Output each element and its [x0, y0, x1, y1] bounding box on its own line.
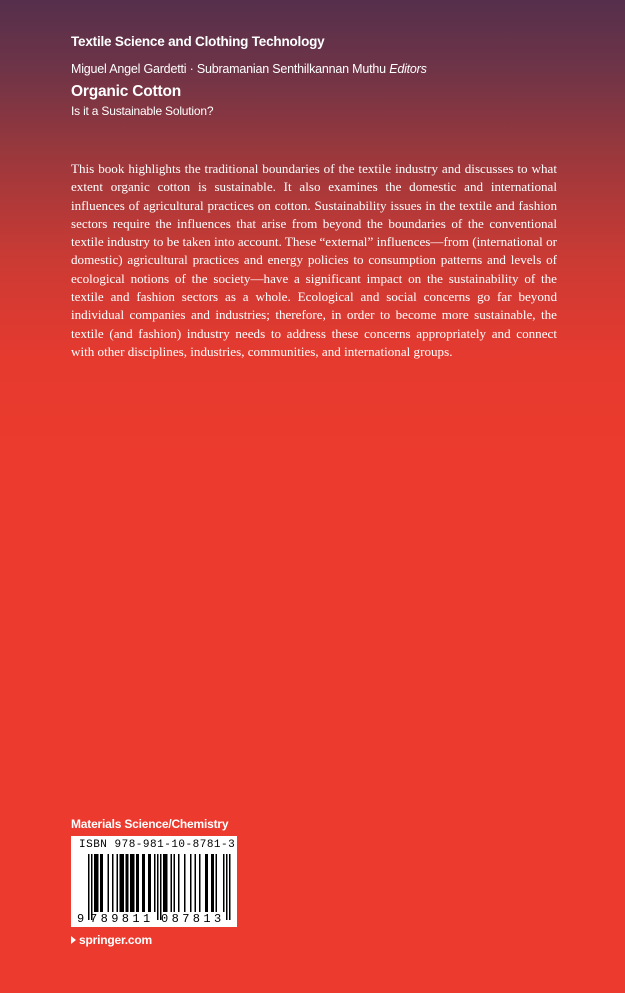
barcode-bar: [216, 854, 218, 912]
barcode-bar: [142, 854, 144, 912]
barcode-bar: [150, 854, 152, 912]
barcode-bar: [205, 854, 207, 912]
arrow-right-icon: [71, 936, 76, 944]
barcode-bar: [138, 854, 140, 912]
barcode-bar: [94, 854, 96, 912]
barcode-bar: [148, 854, 150, 912]
barcode-bar: [88, 854, 90, 920]
barcode-bar: [223, 854, 225, 912]
barcode-bar: [132, 854, 134, 912]
book-title: Organic Cotton: [71, 83, 181, 100]
ean-left-group: 789811: [90, 912, 154, 926]
barcode-bar: [127, 854, 129, 912]
barcode-bar: [211, 854, 213, 912]
barcode-bar: [133, 854, 135, 912]
barcode-bar: [96, 854, 98, 912]
editor-names: Miguel Angel Gardetti · Subramanian Senthilkannan Muthu: [71, 62, 386, 76]
barcode-bar: [91, 854, 93, 920]
barcode-bar: [97, 854, 99, 912]
subject-category: Materials Science/Chemistry: [71, 817, 229, 831]
barcode-bar: [126, 854, 128, 912]
barcode-bar: [163, 854, 165, 912]
barcode-bar: [213, 854, 215, 912]
publisher-website[interactable]: [71, 933, 152, 947]
barcode-bar: [154, 854, 156, 912]
ean-right-group: 087813: [161, 912, 225, 926]
book-subtitle: Is it a Sustainable Solution?: [71, 104, 214, 118]
barcode-bar: [178, 854, 180, 912]
barcode-bar: [157, 854, 159, 920]
barcode-bar: [184, 854, 186, 912]
barcode-bar: [190, 854, 192, 912]
barcode-bar: [171, 854, 173, 912]
barcode-bar: [112, 854, 114, 912]
barcode-bar: [160, 854, 162, 920]
barcode-bar: [117, 854, 119, 912]
barcode-bar: [195, 854, 197, 912]
barcode-bar: [123, 854, 125, 912]
editors-line: [71, 62, 427, 76]
website-text: springer.com: [79, 933, 152, 947]
barcode-bar: [102, 854, 104, 912]
editors-role: Editors: [389, 62, 427, 76]
barcode-bar: [174, 854, 176, 912]
barcode-bar: [207, 854, 209, 912]
barcode-bar: [120, 854, 122, 912]
barcode-bar: [226, 854, 228, 920]
barcode-bar: [108, 854, 110, 912]
barcode-bar: [100, 854, 102, 912]
barcode-bar: [165, 854, 167, 912]
barcode-bar: [130, 854, 132, 912]
isbn-label: ISBN 978-981-10-8781-3: [79, 839, 236, 851]
book-description: This book highlights the traditional boundaries of the textile industry and discusses to what extent organic cotton is sustainable. It also examines the domestic and international influences of agricultural practices on cotton. Sustainability issues in the textile and fashion sectors require the influences that arise from beyond the boundaries of the conventional textile industry to be taken into account. These “external” influences—from (international or domestic) agricultural practices and energy policies to consumption patterns and levels of ecological notions of the society—have a significant impact on the sustainability of the textile and fashion sectors as a whole. Ecological and social concerns go far beyond individual companies and industries; therefore, in order to become more sustainable, the textile (and fashion) industry needs to address these concerns appropriately and connect with other disciplines, industries, communities, and international groups.: [71, 161, 557, 359]
barcode-bar: [144, 854, 146, 912]
isbn-barcode: [71, 836, 237, 927]
barcode-bar: [166, 854, 168, 912]
barcode-bar: [199, 854, 201, 912]
barcode-bar: [229, 854, 231, 920]
barcode-bar: [121, 854, 123, 912]
barcode-bar: [136, 854, 138, 912]
ean-first-digit: 9: [77, 912, 85, 926]
series-name: Textile Science and Clothing Technology: [71, 34, 325, 49]
